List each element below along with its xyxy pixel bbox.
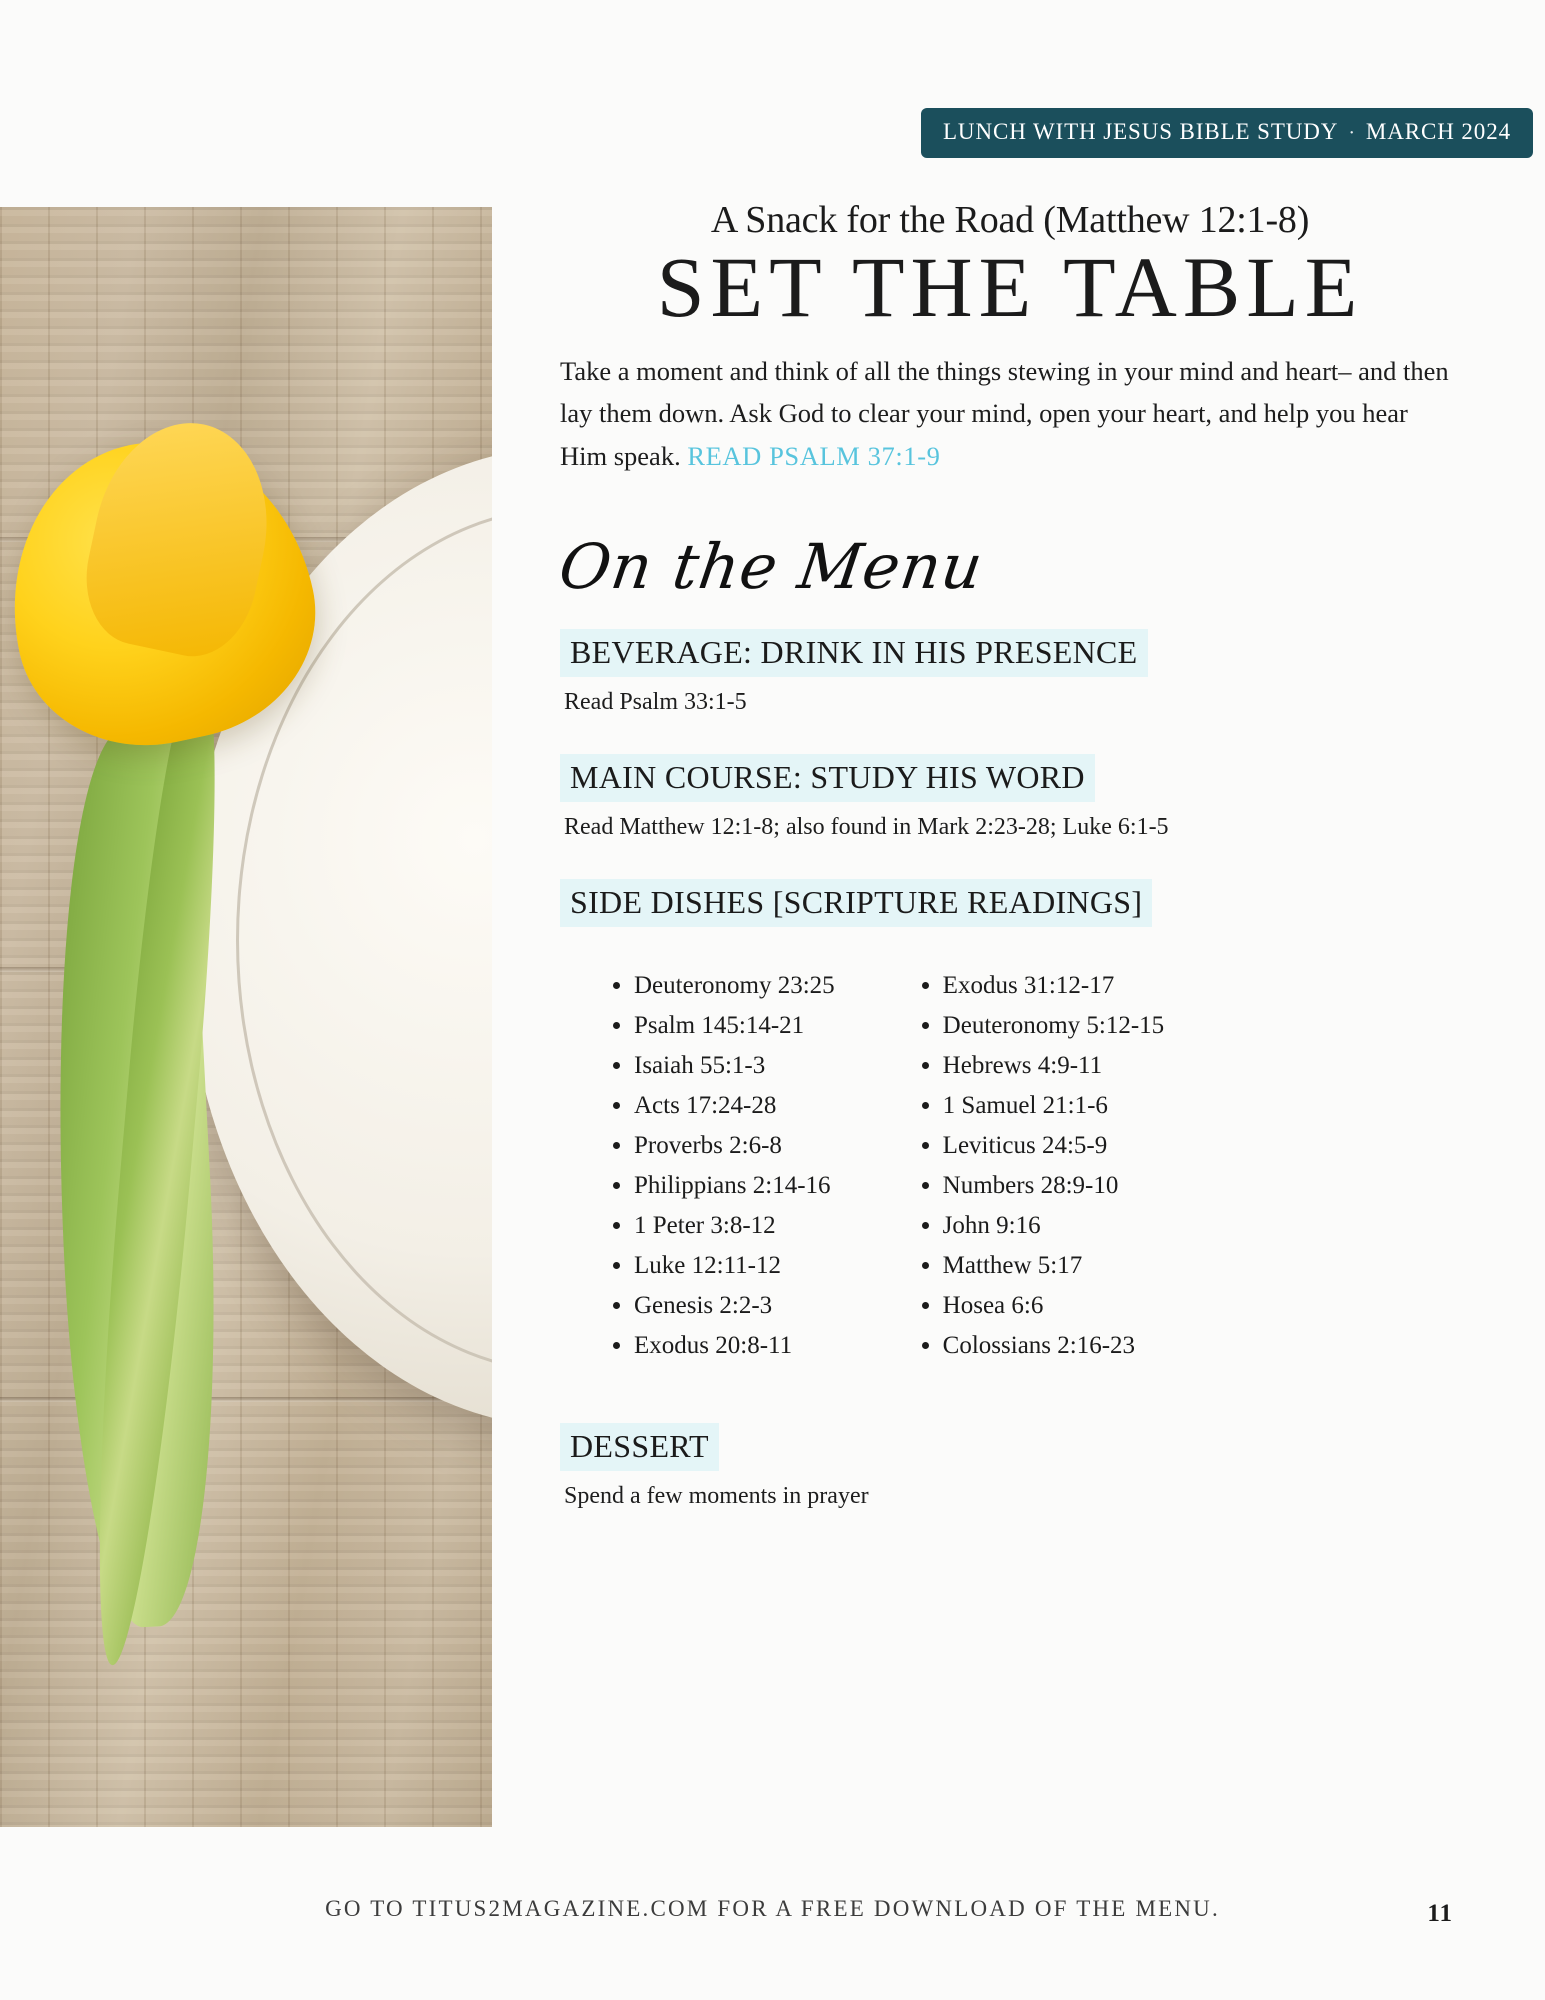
tulip-plate-photo: [0, 207, 492, 1827]
main-course-heading: MAIN COURSE: STUDY HIS WORD: [560, 754, 1095, 802]
intro-scripture-reference: READ PSALM 37:1-9: [687, 441, 941, 472]
list-item: • Proverbs 2:6-8: [634, 1127, 835, 1165]
badge-separator: ·: [1348, 122, 1356, 144]
menu-section-beverage: [560, 629, 1460, 716]
page-title: SET THE TABLE: [656, 238, 1364, 335]
list-item: • Luke 12:11-12: [634, 1247, 835, 1285]
list-item: • Colossians 2:16-23: [943, 1327, 1164, 1365]
main-course-detail: Read Matthew 12:1-8; also found in Mark 2:23-28; Luke 6:1-5: [564, 814, 1169, 841]
side-dishes-heading: SIDE DISHES [SCRIPTURE READINGS]: [560, 879, 1152, 927]
page-number: 11: [1427, 1900, 1453, 1927]
menu-section-dessert: [560, 1423, 1460, 1510]
list-item: • Philippians 2:14-16: [634, 1167, 835, 1205]
article-kicker: A Snack for the Road (Matthew 12:1-8): [710, 199, 1310, 241]
list-item: • 1 Peter 3:8-12: [634, 1207, 835, 1245]
dessert-detail: Spend a few moments in prayer: [564, 1483, 869, 1510]
on-the-menu-script-title: On the Menu: [554, 530, 988, 604]
footer-note: GO TO TITUS2MAGAZINE.COM FOR A FREE DOWNLOAD OF THE MENU.: [325, 1896, 1220, 1921]
scripture-list-left: [604, 967, 835, 1367]
list-item: • 1 Samuel 21:1-6: [943, 1087, 1164, 1125]
scripture-reading-columns: [604, 967, 1460, 1367]
plank-seam: [0, 1397, 492, 1402]
intro-paragraph: [560, 350, 1460, 479]
list-item: • Acts 17:24-28: [634, 1087, 835, 1125]
list-item: • Isaiah 55:1-3: [634, 1047, 835, 1085]
list-item: • Deuteronomy 5:12-15: [943, 1007, 1164, 1045]
list-item: • Hosea 6:6: [943, 1287, 1164, 1325]
list-item: • Exodus 31:12-17: [943, 967, 1164, 1005]
article-content: [554, 199, 1460, 1548]
list-item: • Genesis 2:2-3: [634, 1287, 835, 1325]
list-item: • Leviticus 24:5-9: [943, 1127, 1164, 1165]
menu-section-main-course: [560, 754, 1460, 841]
menu-list: [560, 629, 1460, 1510]
beverage-detail: Read Psalm 33:1-5: [564, 689, 747, 716]
badge-study-title: LUNCH WITH JESUS BIBLE STUDY: [942, 119, 1339, 144]
list-item: • Psalm 145:14-21: [634, 1007, 835, 1045]
list-item: • Matthew 5:17: [943, 1247, 1164, 1285]
issue-badge: [921, 108, 1533, 158]
scripture-list-right: [913, 967, 1164, 1367]
list-item: • Hebrews 4:9-11: [943, 1047, 1164, 1085]
list-item: • Numbers 28:9-10: [943, 1167, 1164, 1205]
intro-text: Take a moment and think of all the things stewing in your mind and heart– and then lay them down. Ask God to clear your mind, open your heart, and help you hear Him speak.: [560, 355, 1449, 472]
list-item: • John 9:16: [943, 1207, 1164, 1245]
dessert-heading: DESSERT: [560, 1423, 719, 1471]
badge-issue-date: MARCH 2024: [1365, 119, 1511, 144]
list-item: • Deuteronomy 23:25: [634, 967, 835, 1005]
footer: [0, 1896, 1545, 1922]
list-item: • Exodus 20:8-11: [634, 1327, 835, 1365]
menu-section-side-dishes: [560, 879, 1460, 1367]
beverage-heading: BEVERAGE: DRINK IN HIS PRESENCE: [560, 629, 1148, 677]
